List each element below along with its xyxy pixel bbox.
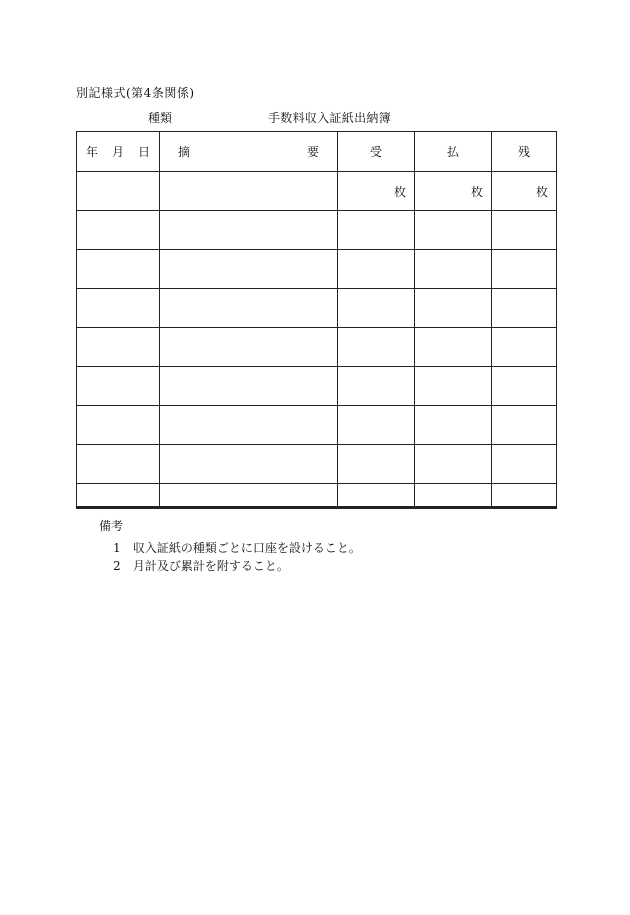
summary-cell[interactable] <box>160 406 338 445</box>
note-number: 1 <box>113 541 121 555</box>
summary-cell[interactable] <box>160 289 338 328</box>
summary-column-header <box>160 132 338 172</box>
balance-cell[interactable] <box>492 328 557 367</box>
balance-cell[interactable]: 枚 <box>492 172 557 211</box>
ledger-title: 手数料収入証紙出納簿 <box>268 111 392 125</box>
paid-out-cell[interactable] <box>415 289 492 328</box>
received-cell[interactable] <box>338 406 415 445</box>
day-label: 日 <box>138 145 151 159</box>
note-text: 収入証紙の種類ごとに口座を設けること。 <box>132 541 361 555</box>
received-cell[interactable] <box>338 250 415 289</box>
paid-out-column-header: 払 <box>415 132 492 172</box>
note-item <box>113 539 361 556</box>
date-cell[interactable] <box>77 211 160 250</box>
date-cell[interactable] <box>77 484 160 508</box>
balance-cell[interactable] <box>492 445 557 484</box>
balance-cell[interactable] <box>492 484 557 508</box>
paid-out-cell[interactable] <box>415 406 492 445</box>
date-cell[interactable] <box>77 289 160 328</box>
date-cell[interactable] <box>77 445 160 484</box>
summary-label-right: 要 <box>306 145 319 159</box>
table-row <box>77 367 557 406</box>
paid-out-cell[interactable] <box>415 484 492 508</box>
received-cell[interactable]: 枚 <box>338 172 415 211</box>
date-column-header <box>77 132 160 172</box>
received-cell[interactable] <box>338 289 415 328</box>
summary-cell[interactable] <box>160 367 338 406</box>
paid-out-cell[interactable] <box>415 445 492 484</box>
table-row <box>77 484 557 508</box>
balance-cell[interactable] <box>492 367 557 406</box>
table-row <box>77 211 557 250</box>
form-title: 別記様式(第4条関係) <box>76 86 195 100</box>
summary-cell[interactable] <box>160 328 338 367</box>
balance-cell[interactable] <box>492 250 557 289</box>
paid-out-cell[interactable] <box>415 367 492 406</box>
paid-out-cell[interactable]: 枚 <box>415 172 492 211</box>
balance-cell[interactable] <box>492 406 557 445</box>
summary-label-left: 摘 <box>178 145 191 159</box>
table-row <box>77 250 557 289</box>
received-cell[interactable] <box>338 484 415 508</box>
table-row <box>77 289 557 328</box>
paid-out-cell[interactable] <box>415 211 492 250</box>
summary-cell[interactable] <box>160 484 338 508</box>
date-cell[interactable] <box>77 367 160 406</box>
table-row <box>77 406 557 445</box>
balance-column-header: 残 <box>492 132 557 172</box>
date-cell[interactable] <box>77 172 160 211</box>
table-row <box>77 328 557 367</box>
month-label: 月 <box>111 145 124 159</box>
table-row <box>77 172 557 211</box>
table-header-row <box>77 132 557 172</box>
stamp-ledger-table <box>76 131 557 509</box>
received-cell[interactable] <box>338 211 415 250</box>
table-row <box>77 445 557 484</box>
paid-out-cell[interactable] <box>415 328 492 367</box>
balance-cell[interactable] <box>492 211 557 250</box>
note-item <box>113 557 289 574</box>
summary-cell[interactable] <box>160 445 338 484</box>
year-label: 年 <box>85 145 98 159</box>
balance-cell[interactable] <box>492 289 557 328</box>
stamp-kind-label: 種類 <box>148 111 173 125</box>
date-cell[interactable] <box>77 250 160 289</box>
received-cell[interactable] <box>338 328 415 367</box>
note-number: 2 <box>113 559 121 573</box>
date-cell[interactable] <box>77 406 160 445</box>
summary-cell[interactable] <box>160 172 338 211</box>
received-column-header: 受 <box>338 132 415 172</box>
received-cell[interactable] <box>338 367 415 406</box>
received-cell[interactable] <box>338 445 415 484</box>
paid-out-cell[interactable] <box>415 250 492 289</box>
notes-title: 備考 <box>99 519 124 533</box>
note-text: 月計及び累計を附すること。 <box>132 559 289 573</box>
summary-cell[interactable] <box>160 211 338 250</box>
date-cell[interactable] <box>77 328 160 367</box>
summary-cell[interactable] <box>160 250 338 289</box>
